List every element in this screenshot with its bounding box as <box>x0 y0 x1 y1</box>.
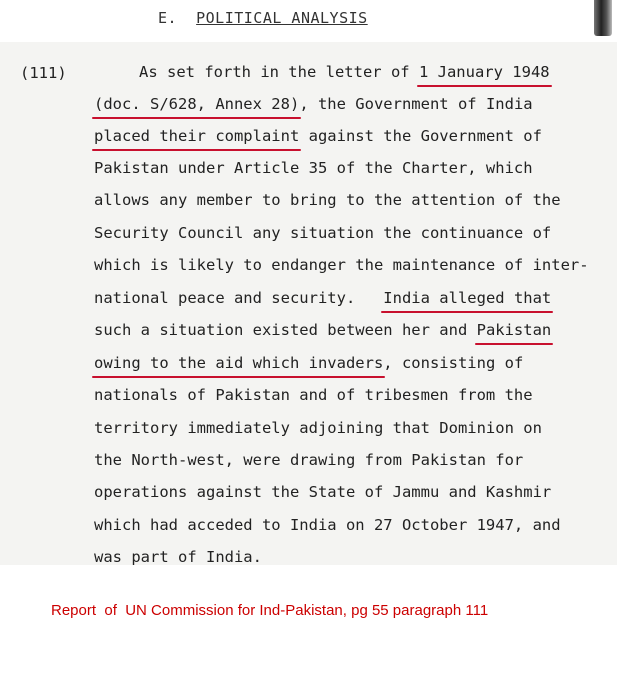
text-line <box>94 386 533 404</box>
caption: Report of UN Commission for Ind-Pakistan, pg 55 paragraph 111 <box>51 602 489 619</box>
text-line <box>94 354 523 372</box>
line-text: As set forth in the letter of <box>139 63 419 81</box>
paragraph-number: (111) <box>20 64 67 82</box>
underlined-phrase: 1 January 1948 <box>418 63 550 81</box>
text-line <box>94 289 551 307</box>
line-text: Pakistan under Article 35 of the Charter, which <box>94 159 533 177</box>
text-line <box>94 95 533 113</box>
line-text: , consisting of <box>383 354 524 372</box>
section-title: POLITICAL ANALYSIS <box>196 9 368 27</box>
line-text: Security Council any situation the continuance of <box>94 224 552 242</box>
text-line <box>94 224 551 242</box>
text-line <box>94 548 262 566</box>
line-text: , the Government of India <box>299 95 533 113</box>
text-line <box>94 451 523 469</box>
underlined-phrase: (doc. S/628, Annex 28) <box>94 95 300 113</box>
text-line <box>94 191 561 209</box>
underlined-phrase: placed their complaint <box>94 127 300 145</box>
underlined-phrase: India alleged that <box>383 289 552 307</box>
text-line <box>94 483 551 501</box>
line-text: which is likely to endanger the maintenance of inter- <box>94 256 589 274</box>
text-line <box>94 256 589 274</box>
text-line <box>94 159 533 177</box>
text-line <box>94 321 551 339</box>
line-text: such a situation existed between her and <box>94 321 477 339</box>
line-text: allows any member to bring to the attention of the <box>94 191 561 209</box>
section-heading <box>158 9 368 27</box>
line-text: was part of India. <box>94 548 262 566</box>
line-text: the North-west, were drawing from Pakistan for <box>94 451 524 469</box>
underlined-phrase: Pakistan <box>476 321 552 339</box>
text-line <box>94 516 561 534</box>
underlined-phrase: owing to the aid which invaders <box>94 354 384 372</box>
line-text: which had acceded to India on 27 October 1947, and <box>94 516 561 534</box>
line-text: national peace and security. <box>94 289 384 307</box>
line-text: operations against the State of Jammu and Kashmir <box>94 483 552 501</box>
binding-shadow <box>594 0 612 36</box>
line-text: against the Government of <box>299 127 542 145</box>
line-text: territory immediately adjoining that Dominion on <box>94 419 542 437</box>
text-line <box>94 419 542 437</box>
section-prefix: E. <box>158 9 197 27</box>
text-line <box>94 127 542 145</box>
line-text: nationals of Pakistan and of tribesmen from the <box>94 386 533 404</box>
text-line <box>139 63 550 81</box>
